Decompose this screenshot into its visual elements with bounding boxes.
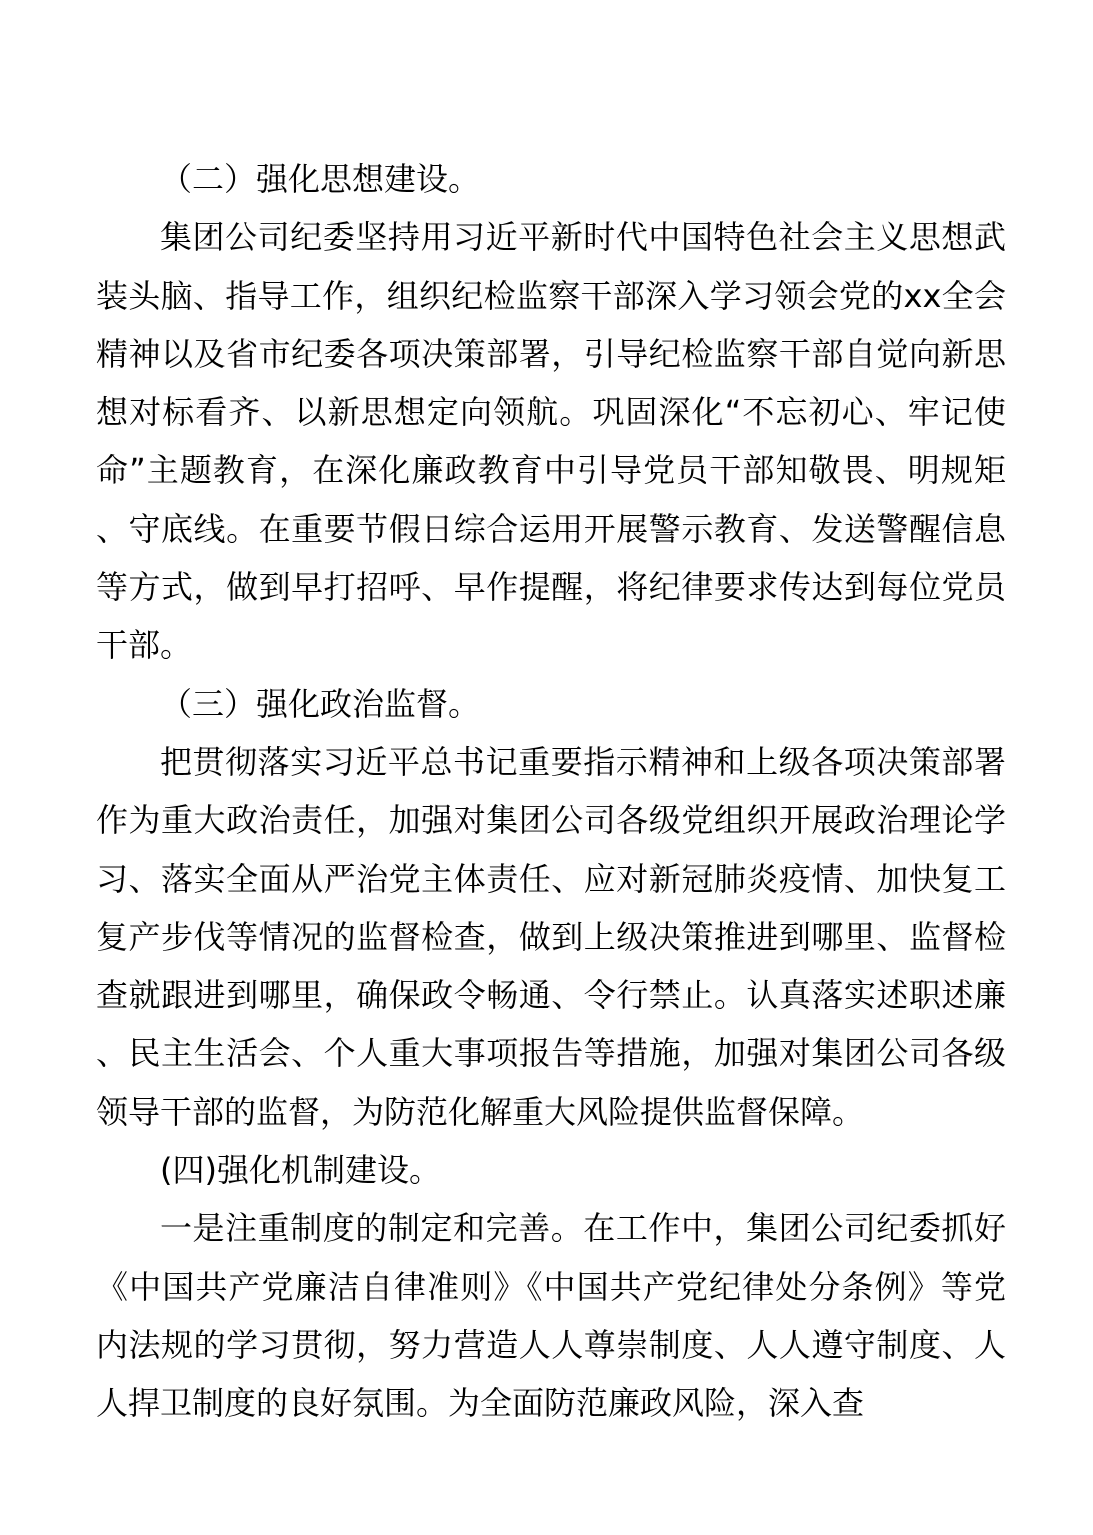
section-heading-two: （二）强化思想建设。 [160, 160, 481, 198]
section-heading-four: (四)强化机制建设。 [160, 1151, 441, 1190]
paragraph-political-supervision: 把贯彻落实习近平总书记重要指示精神和上级各项决策部署作为重大政治责任，加强对集团公司各级党组织开展政治理论学习、落实全面从严治党主体责任、应对新冠肺炎疫情、加快复工复产步伐等情况的监督检查，做到上级决策推进到哪里、监督检查就跟进到哪里，确保政令畅通、令行禁止。认真落实述职述廉、民主生活会、个人重大事项报告等措施，加强对集团公司各级领导干部的监督，为防范化解重大风险提供监督保障。 [96, 742, 1006, 1131]
document-body [96, 150, 1006, 1433]
paragraph-mechanism-building: 一是注重制度的制定和完善。在工作中，集团公司纪委抓好《中国共产党廉洁自律准则》《中国共产党纪律处分条例》等党内法规的学习贯彻，努力营造人人尊崇制度、人人遵守制度、人人捍卫制度的良好氛围。为全面防范廉政风险，深入查 [96, 1209, 1006, 1423]
paragraph-ideological-building: 集团公司纪委坚持用习近平新时代中国特色社会主义思想武装头脑、指导工作，组织纪检监察干部深入学习领会党的xx全会精神以及省市纪委各项决策部署，引导纪检监察干部自觉向新思想对标看齐、以新思想定向领航。巩固深化“不忘初心、牢记使命”主题教育，在深化廉政教育中引导党员干部知敬畏、明规矩、守底线。在重要节假日综合运用开展警示教育、发送警醒信息等方式，做到早打招呼、早作提醒，将纪律要求传达到每位党员干部。 [96, 218, 1006, 665]
section-heading-three: （三）强化政治监督。 [160, 684, 481, 723]
